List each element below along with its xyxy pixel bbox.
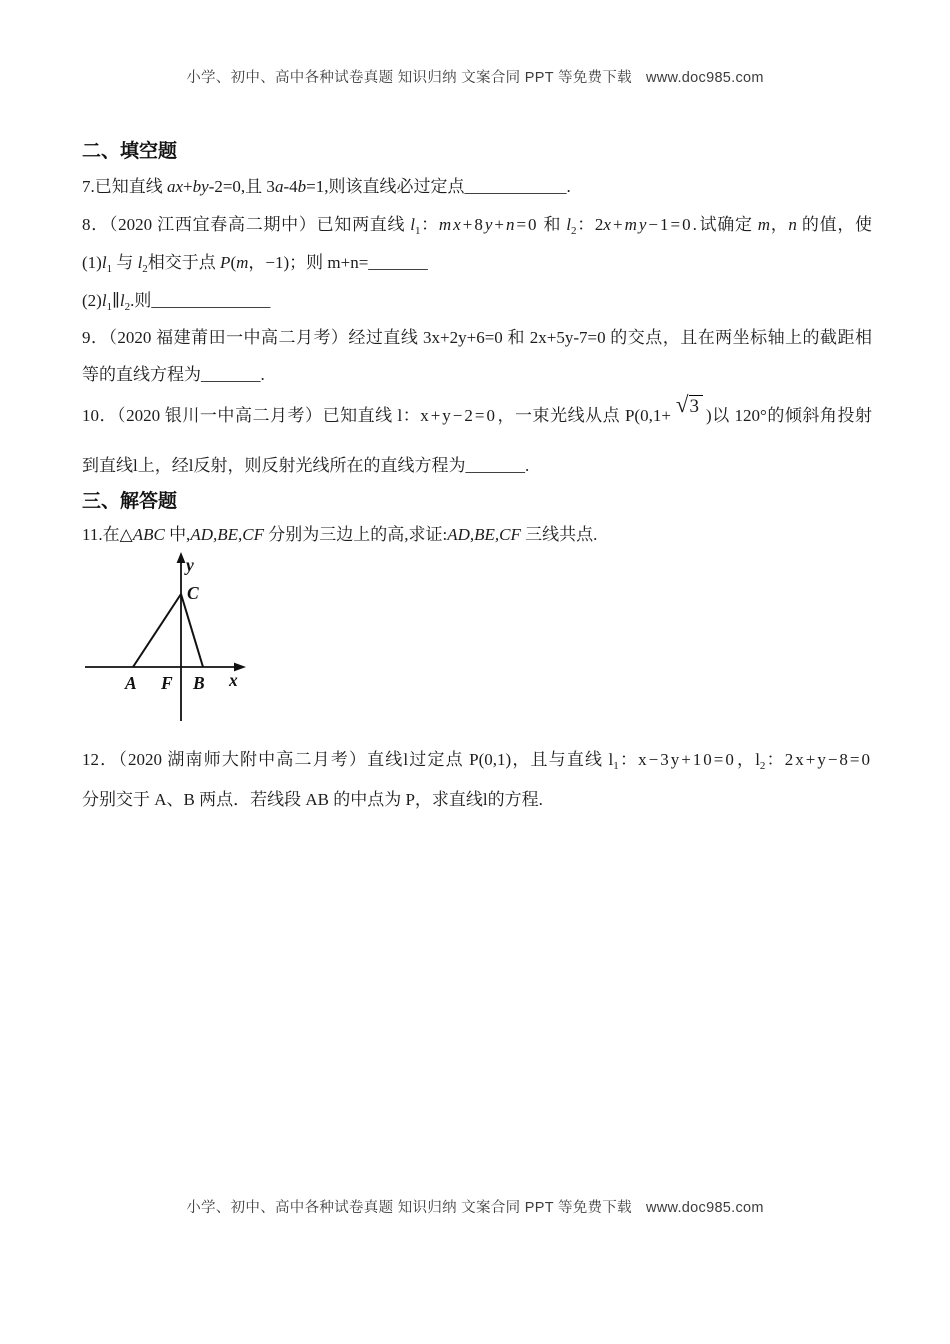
- figure-label-F: F: [161, 673, 173, 693]
- footer-url: www.doc985.com: [645, 1200, 764, 1216]
- figure-label-y: y: [186, 555, 194, 575]
- y-axis-arrow-icon: [177, 552, 186, 563]
- question-11: 11.在△ABC 中,AD,BE,CF 分别为三边上的高,求证:AD,BE,CF 三线共点.: [82, 525, 598, 544]
- question-9-line1: 9．（2020 福建莆田一中高二月考）经过直线 3x+2y+6=0 和 2x+5y-7=0 的交点，且在两坐标轴上的截距相: [82, 328, 872, 347]
- figure-label-C: C: [187, 583, 199, 603]
- page-footer: [0, 1196, 950, 1217]
- question-9-line2: 等的直线方程为_______.: [82, 365, 265, 384]
- question-7: 7.已知直线 ax+by-2=0,且 3a-4b=1,则该直线必过定点____________.: [82, 177, 571, 196]
- footer-text: 小学、初中、高中各种试卷真题 知识归纳 文案合同 PPT 等免费下载: [186, 1200, 632, 1216]
- page-header: [0, 66, 950, 87]
- header-text: 小学、初中、高中各种试卷真题 知识归纳 文案合同 PPT 等免费下载: [186, 70, 632, 86]
- question-8-line3: $(2)l_1\parallel l_2$.则______________: [82, 291, 271, 313]
- question-12-line1: 12．（2020 湖南师大附中高二月考）直线l过定点 P(0,1)，且与直线 $l_1$：x−3y+10=0，$l_2$：2x+y−8=0: [82, 750, 873, 772]
- question-10-line1: 10．（2020 银川一中高二月考）已知直线 l：x+y−2=0，一束光线从点 P(0,1+ √3 )以 120°的倾斜角投射: [82, 392, 872, 425]
- section-heading-solve: 三、解答题: [82, 491, 178, 512]
- question-8-line1: 8．（2020 江西宜春高二期中）已知两直线 $l_1$：mx+8y+n=0 和 $l_2$：2x+my−1=0.试确定 m，n 的值，使: [82, 215, 873, 237]
- triangle-side-CB: [181, 594, 203, 667]
- figure-label-A: A: [125, 673, 137, 693]
- question-10-line2: 到直线l上，经l反射，则反射光线所在的直线方程为_______.: [82, 456, 530, 475]
- triangle-side-AC: [133, 594, 181, 667]
- figure-label-x: x: [229, 670, 238, 690]
- figure-label-B: B: [193, 673, 205, 693]
- question-12-line2: 分别交于 A、B 两点．若线段 AB 的中点为 P，求直线l的方程.: [82, 790, 543, 809]
- question-8-line2: $(1)l_1$ 与 $l_2$相交于点 P(m，−1)；则 m+n=_______: [82, 253, 428, 275]
- triangle-figure: [82, 551, 254, 729]
- section-heading-fill-blank: 二、填空题: [82, 141, 178, 162]
- header-url: www.doc985.com: [645, 70, 764, 86]
